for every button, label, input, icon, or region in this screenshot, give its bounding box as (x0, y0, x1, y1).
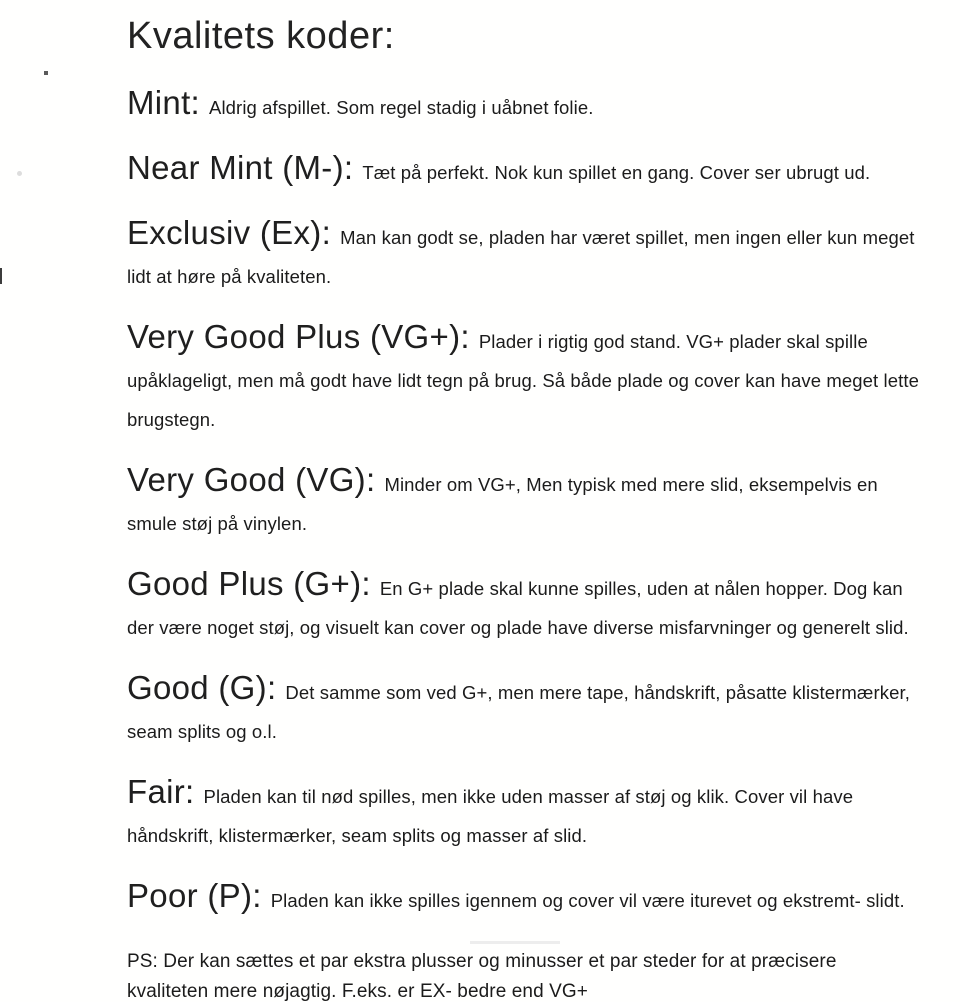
quality-entry-very-good (127, 461, 922, 544)
quality-term: Good (G): (127, 669, 277, 706)
quality-desc: Minder om VG+, Men typisk med mere slid, eksempelvis en smule støj på vinylen. (127, 474, 878, 534)
quality-term: Very Good Plus (VG+): (127, 318, 470, 355)
quality-term: Fair: (127, 773, 195, 810)
scan-edge-artifact (0, 268, 2, 284)
quality-entry-near-mint (127, 149, 922, 193)
quality-desc: Tæt på perfekt. Nok kun spillet en gang. Cover ser ubrugt ud. (362, 162, 871, 183)
quality-term: Mint: (127, 84, 201, 121)
scan-speck-artifact (44, 71, 48, 75)
quality-term: Good Plus (G+): (127, 565, 371, 602)
quality-entry-mint (127, 84, 922, 128)
quality-entry-very-good-plus (127, 318, 922, 440)
quality-entry-good-plus (127, 565, 922, 648)
quality-desc: Man kan godt se, pladen har været spillet, men ingen eller kun meget lidt at høre på kvaliteten. (127, 227, 915, 287)
quality-term: Near Mint (M-): (127, 149, 354, 186)
postscript-note: PS: Der kan sættes et par ekstra plusser og minusser et par steder for at præcisere kvaliteten mere nøjagtig. F.eks. er EX- bedre end VG+ (127, 951, 837, 1002)
quality-entry-poor (127, 877, 922, 921)
quality-desc: Aldrig afspillet. Som regel stadig i uåbnet folie. (209, 97, 594, 118)
quality-desc: Pladen kan ikke spilles igennem og cover vil være iturevet og ekstremt- slidt. (270, 890, 905, 911)
quality-entry-fair (127, 773, 922, 856)
quality-term: Poor (P): (127, 877, 262, 914)
quality-term: Exclusiv (Ex): (127, 214, 332, 251)
scan-faint-speck-artifact (17, 171, 22, 176)
quality-entry-good (127, 669, 922, 752)
quality-desc: Det samme som ved G+, men mere tape, håndskrift, påsatte klistermærker, seam splits og o.l. (127, 682, 910, 742)
page-title: Kvalitets koder: (127, 15, 395, 57)
quality-desc: Plader i rigtig god stand. VG+ plader skal spille upåklageligt, men må godt have lidt tegn på brug. Så både plade og cover kan have meget lette brugstegn. (127, 331, 919, 430)
quality-desc: En G+ plade skal kunne spilles, uden at nålen hopper. Dog kan der være noget støj, og visuelt kan cover og plade have diverse misfarvninger og generelt slid. (127, 578, 909, 638)
quality-entry-exclusiv (127, 214, 922, 297)
scan-smudge-artifact (470, 941, 560, 944)
quality-desc: Pladen kan til nød spilles, men ikke uden masser af støj og klik. Cover vil have håndskrift, klistermærker, seam splits og masser af slid. (127, 786, 854, 846)
quality-term: Very Good (VG): (127, 461, 376, 498)
